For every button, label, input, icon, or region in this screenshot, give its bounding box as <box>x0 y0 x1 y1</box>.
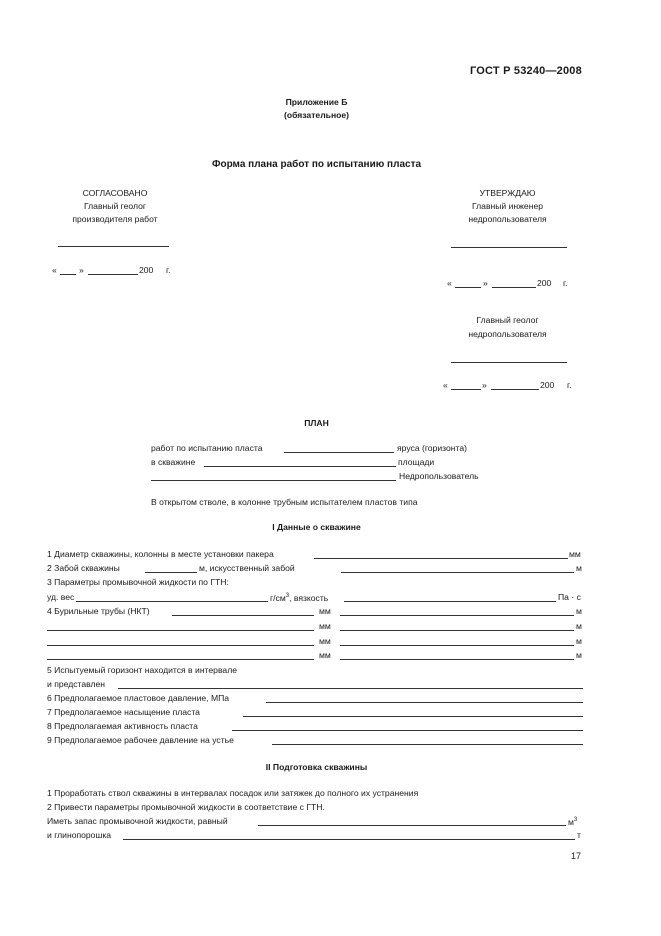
left-date-suffix: г. <box>166 265 171 275</box>
item4-label: 4 Бурильные трубы (НКТ) <box>47 606 150 616</box>
left-block-line1: Главный геолог <box>84 201 146 211</box>
page-number: 17 <box>571 851 582 861</box>
right-block-line1: Главный инженер <box>471 201 544 211</box>
s2-fluid-label: Иметь запас промывочной жидкости, равный <box>47 816 228 826</box>
s2-clay-unit: т <box>577 830 581 840</box>
right-second-date-year: 200 <box>540 380 555 390</box>
item4-row1-field-a[interactable] <box>172 615 314 616</box>
item4-row4-mm: мм <box>319 650 331 660</box>
plan-stratum-field[interactable] <box>284 452 394 453</box>
item9-label: 9 Предполагаемое рабочее давление на устье <box>47 735 234 745</box>
s2-item2-label: 2 Привести параметры промывочной жидкости в соответствие с ГТН. <box>47 802 325 812</box>
item4-row2-field-a[interactable] <box>47 630 314 631</box>
plan-line1-prefix: работ по испытанию пласта <box>151 443 263 453</box>
item6-label: 6 Предполагаемое пластовое давление, МПа <box>47 693 230 703</box>
plan-line2-prefix: в скважине <box>151 457 196 467</box>
item4-row2-mm: мм <box>319 621 331 631</box>
left-date-open: « <box>52 265 57 275</box>
item2-label: 2 Забой скважины <box>47 563 120 573</box>
plan-mode: В открытом стволе, в колонне трубным испытателем пластов типа <box>151 497 418 507</box>
right-date-mid: » <box>483 278 488 288</box>
appendix-title: Приложение Б <box>285 97 348 107</box>
item8-field[interactable] <box>232 730 583 731</box>
item8-label: 8 Предполагаемая активность пласта <box>47 721 198 731</box>
right-block-line2: недропользователя <box>468 214 547 224</box>
standard-number: ГОСТ Р 53240—2008 <box>470 65 582 77</box>
right-date-suffix: г. <box>563 278 568 288</box>
plan-line2-suffix: площади <box>398 457 435 467</box>
item2-label-b: м, искусственный забой <box>199 563 295 573</box>
right-date-month-field[interactable] <box>492 287 536 288</box>
right-second-date-suffix: г. <box>567 380 572 390</box>
item4-row3-field-b[interactable] <box>340 645 574 646</box>
section2-title: II Подготовка скважины <box>265 762 368 772</box>
item2-bottom-field[interactable] <box>145 572 197 573</box>
right-second-signature-line[interactable] <box>451 362 567 363</box>
right-second-date-day-field[interactable] <box>451 389 481 390</box>
item1-unit: мм <box>569 549 581 559</box>
item4-row1-mm: мм <box>319 606 331 616</box>
item3-density-label: уд. вес <box>47 592 75 602</box>
item5-label: 5 Испытуемый горизонт находится в интервале <box>47 665 238 675</box>
item3-density-unit: $г/см^3$, вязкость <box>270 592 329 603</box>
right-second-date-mid: » <box>482 380 487 390</box>
item4-row1-field-b[interactable] <box>340 615 574 616</box>
item4-row3-m: м <box>576 636 582 646</box>
item1-label: 1 Диаметр скважины, колонны в месте установки пакера <box>47 549 274 559</box>
right-block-title: УТВЕРЖДАЮ <box>479 188 536 198</box>
item3-density-field[interactable] <box>76 601 268 602</box>
right-second-date-open: « <box>443 380 448 390</box>
right-second-line2: недропользователя <box>468 329 547 339</box>
item3-label: 3 Параметры промывочной жидкости по ГТН: <box>47 577 229 587</box>
item7-field[interactable] <box>243 716 583 717</box>
plan-subsoil-user-field[interactable] <box>151 480 396 481</box>
item2-artificial-bottom-field[interactable] <box>341 572 574 573</box>
plan-well-field[interactable] <box>204 466 396 467</box>
item4-row2-m: м <box>576 621 582 631</box>
item4-row4-field-b[interactable] <box>340 659 574 660</box>
item5-label-b: и представлен <box>47 679 106 689</box>
item3-viscosity-unit: Па · с <box>558 592 581 602</box>
plan-title: ПЛАН <box>304 418 329 428</box>
s2-clay-label: и глинопорошка <box>47 830 112 840</box>
s2-fluid-field[interactable] <box>258 825 566 826</box>
left-block-title: СОГЛАСОВАНО <box>82 188 148 198</box>
section1-title: I Данные о скважине <box>272 522 361 532</box>
item4-row1-m: м <box>576 606 582 616</box>
s2-item1-label: 1 Проработать ствол скважины в интервалах посадок или затяжек до полного их устранения <box>47 788 419 798</box>
item4-row4-field-a[interactable] <box>47 659 314 660</box>
left-date-mid: » <box>79 265 84 275</box>
left-block-line2: производителя работ <box>72 214 158 224</box>
right-date-day-field[interactable] <box>455 287 481 288</box>
item3-viscosity-field[interactable] <box>344 601 556 602</box>
plan-line1-suffix: яруса (горизонта) <box>397 443 468 453</box>
left-date-year: 200 <box>139 265 154 275</box>
s2-clay-field[interactable] <box>123 839 575 840</box>
right-second-line1: Главный геолог <box>476 315 539 325</box>
right-date-year: 200 <box>537 278 552 288</box>
left-date-day-field[interactable] <box>60 274 76 275</box>
right-date-open: « <box>447 278 452 288</box>
item7-label: 7 Предполагаемое насыщение пласта <box>47 707 200 717</box>
item1-field[interactable] <box>314 558 568 559</box>
plan-line3-suffix: Недропользователь <box>399 471 479 481</box>
right-signature-line[interactable] <box>451 247 567 248</box>
form-title: Форма плана работ по испытанию пласта <box>211 159 422 170</box>
item4-row4-m: м <box>576 650 582 660</box>
item2-unit: м <box>576 563 582 573</box>
item9-field[interactable] <box>272 744 583 745</box>
item4-row3-mm: мм <box>319 636 331 646</box>
left-date-month-field[interactable] <box>88 274 138 275</box>
s2-fluid-unit: $м^3$ <box>568 816 578 827</box>
item4-row2-field-b[interactable] <box>340 630 574 631</box>
item4-row3-field-a[interactable] <box>47 645 314 646</box>
appendix-note: (обязательное) <box>283 110 350 120</box>
left-signature-line[interactable] <box>58 246 169 247</box>
item5-field[interactable] <box>118 688 583 689</box>
right-second-date-month-field[interactable] <box>491 389 539 390</box>
item6-field[interactable] <box>266 702 583 703</box>
